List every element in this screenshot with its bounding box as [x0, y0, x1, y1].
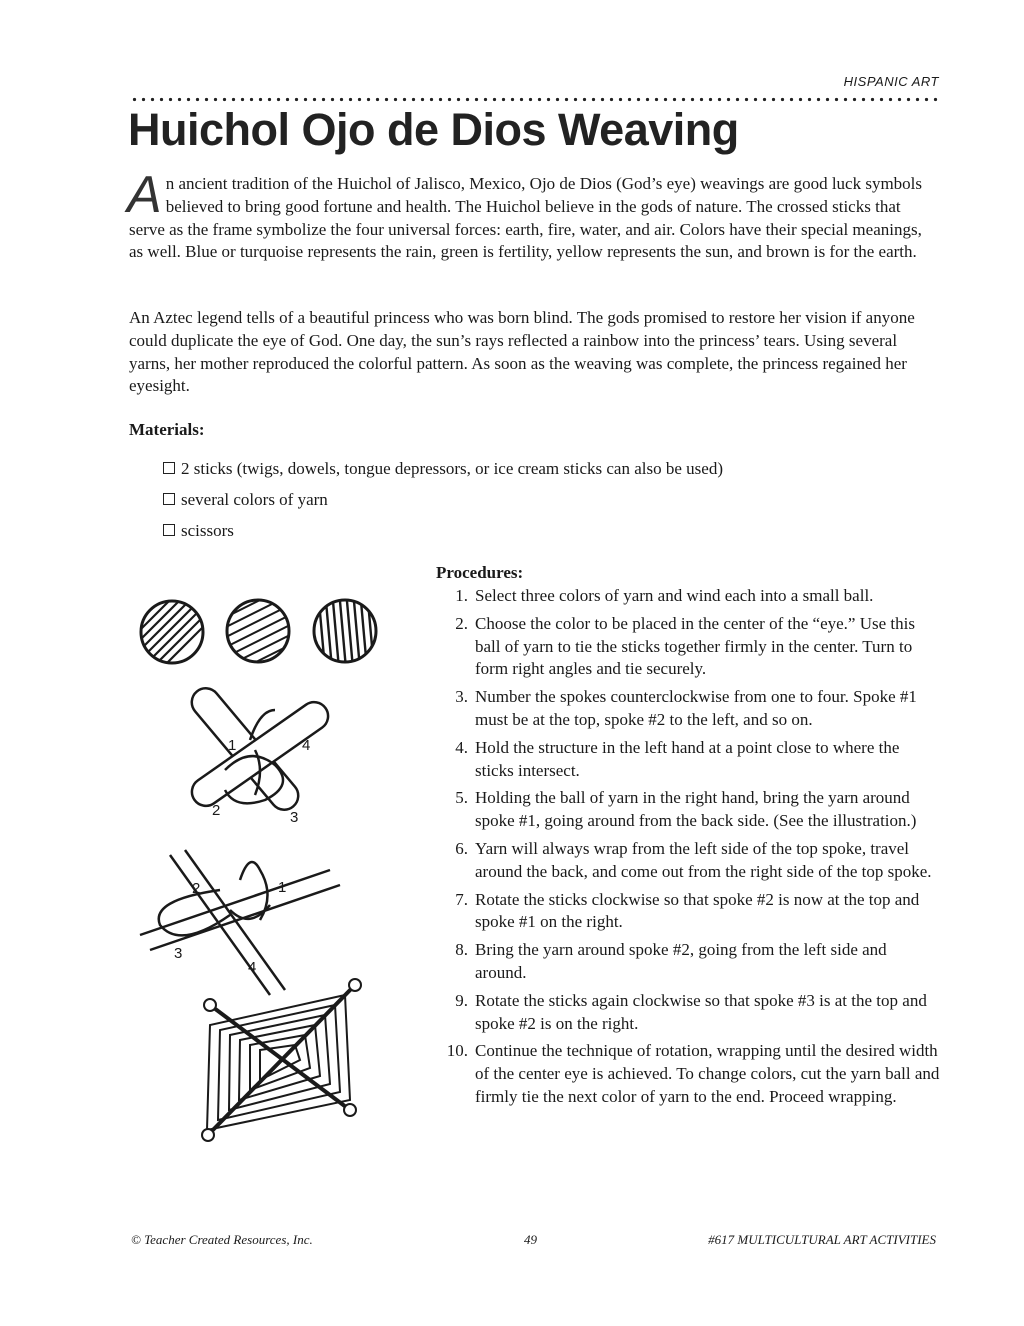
procedure-step: 9. Rotate the sticks again clockwise so that spoke #3 is at the top and spoke #2 is on the right.: [455, 990, 927, 1033]
materials-list: [163, 458, 723, 551]
footer-page-number: 49: [524, 1232, 537, 1247]
gods-eye-figure: [202, 979, 361, 1141]
checkbox-icon: [163, 493, 175, 505]
yarn-ball-icon: [220, 590, 300, 690]
materials-item: 2 sticks (twigs, dowels, tongue depressors, or ice cream sticks can also be used): [163, 458, 723, 489]
materials-item: scissors: [163, 520, 723, 551]
spoke-label: 2: [212, 802, 221, 819]
spoke-label: 3: [174, 945, 183, 962]
spoke-label: 1: [278, 879, 287, 896]
checkbox-icon: [163, 524, 175, 536]
procedure-step: 10. Continue the technique of rotation, wrapping until the desired width of the center eye is achieved. To change colors, cut the yarn ball and firmly tie the next color of yarn to the end. Proceed wrapping.: [446, 1041, 940, 1106]
procedure-step: 7. Rotate the sticks clockwise so that spoke #2 is now at the top and spoke #1 on the right.: [455, 889, 920, 932]
page-title: Huichol Ojo de Dios Weaving: [128, 104, 739, 155]
procedure-step: 5. Holding the ball of yarn in the right hand, bring the yarn around spoke #1, going around from the back side. (See the illustration.): [455, 788, 917, 831]
footer-copyright: © Teacher Created Resources, Inc.: [131, 1232, 313, 1247]
spoke-label: 2: [192, 880, 201, 897]
materials-heading: Materials:: [129, 420, 205, 439]
procedure-step: 2. Choose the color to be placed in the center of the “eye.” Use this ball of yarn to tie the sticks together firmly in the center. Turn to form right angles and tie securely.: [455, 613, 915, 679]
dotted-divider: [130, 97, 939, 102]
yarn-ball-icon: [314, 590, 376, 680]
procedures-list: [436, 585, 941, 1114]
materials-item: several colors of yarn: [163, 489, 723, 520]
footer-book-title: #617 MULTICULTURAL ART ACTIVITIES: [708, 1232, 936, 1247]
section-tag: HISPANIC ART: [843, 74, 939, 89]
procedures-heading: Procedures:: [436, 563, 524, 582]
procedure-step: 4. Hold the structure in the left hand at a point close to where the sticks intersect.: [455, 737, 900, 780]
wrapping-figure: [140, 850, 340, 995]
intro-text: n ancient tradition of the Huichol of Jalisco, Mexico, Ojo de Dios (God’s eye) weavings are good luck symbols believed to bring good fortune and health. The Huichol believe in the gods of nature. The crossed sticks that serve as the frame symbolize the four universal forces: earth, fire, water, and air. Colors have their special meanings, as well. Blue or turquoise represents the rain, green is fertility, yellow represents the sun, and brown is for the earth.: [129, 174, 923, 262]
checkbox-icon: [163, 462, 175, 474]
spoke-label: 1: [228, 737, 237, 754]
intro-paragraph: [127, 166, 939, 264]
weaving-illustration: [130, 590, 420, 1150]
procedure-step: 3. Number the spokes counterclockwise from one to four. Spoke #1 must be at the top, spoke #2 to the left, and so on.: [455, 687, 917, 729]
procedure-step: 8. Bring the yarn around spoke #2, going from the left side and around.: [455, 940, 887, 982]
crossed-sticks-figure: [186, 683, 333, 826]
drop-cap: A: [127, 166, 162, 224]
procedure-step: 6. Yarn will always wrap from the left side of the top spoke, travel around the back, and come out from the right side of the top spoke.: [455, 838, 932, 881]
spoke-label: 4: [302, 737, 311, 754]
legend-paragraph: An Aztec legend tells of a beautiful princess who was born blind. The gods promised to restore her vision if anyone could duplicate the eye of God. One day, the sun’s rays reflected a rainbow into the princess’ tears. Using several yarns, her mother reproduced the colorful pattern. As soon as the weaving was complete, the princess regained her eyesight.: [129, 308, 915, 396]
procedure-step: 1. Select three colors of yarn and wind each into a small ball.: [455, 586, 874, 605]
spoke-label: 4: [248, 959, 257, 976]
spoke-label: 3: [290, 809, 299, 826]
